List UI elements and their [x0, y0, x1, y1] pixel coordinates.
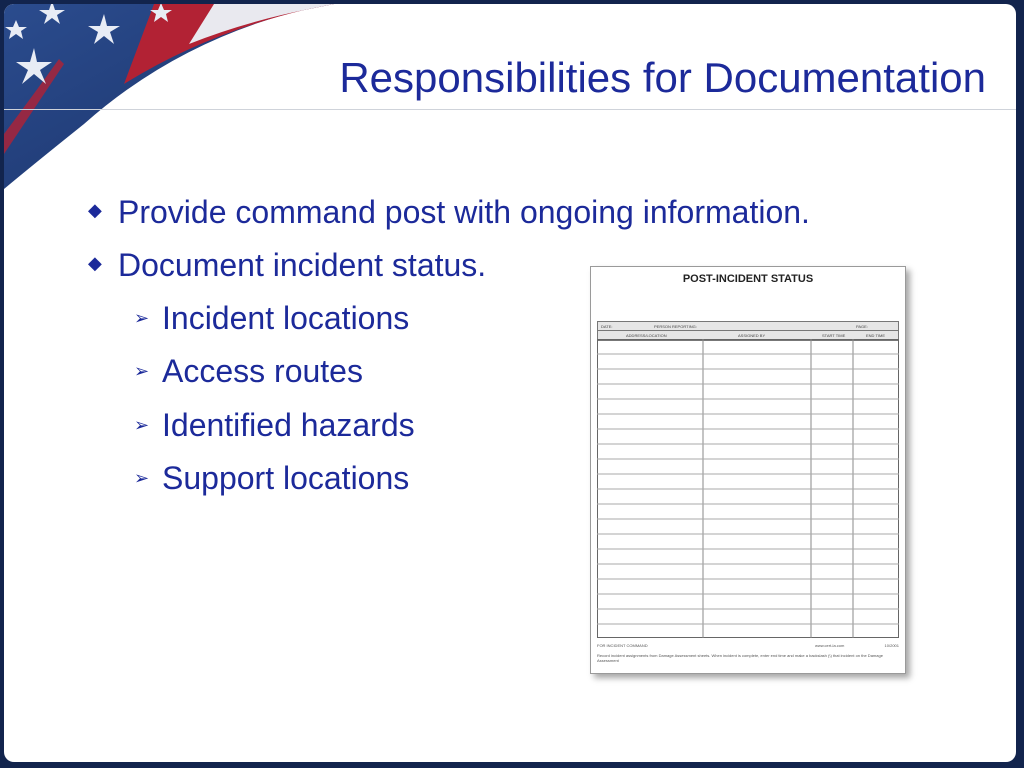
form-footer-note: Record incident assignments from Damage Assessment sheets. When incident is complete, enter end time and make a backslash (\) that incident on the Damage Assessment: [597, 653, 883, 663]
post-incident-status-form-image: [590, 266, 906, 674]
slide: [4, 4, 1016, 762]
bullet-text: Document incident status.: [118, 247, 487, 283]
form-field-label: PERSON REPORTING:: [654, 324, 697, 329]
arrow-bullet-icon: ➢: [134, 308, 150, 328]
diamond-bullet-icon: ◆: [88, 253, 102, 273]
form-column-header: ASSIGNED BY: [738, 333, 766, 338]
sub-bullet-text: Access routes: [162, 353, 363, 389]
form-footer-left: FOR INCIDENT COMMAND: [597, 643, 648, 648]
bullet-item: [88, 194, 810, 231]
form-column-header: ADDRESS/LOCATION: [626, 333, 667, 338]
sub-bullet-text: Identified hazards: [162, 407, 415, 443]
sub-bullet-item: [134, 407, 415, 444]
form-column-header: START TIME: [822, 333, 846, 338]
sub-bullet-item: [134, 460, 410, 497]
form-field-label: DATE:: [601, 324, 613, 329]
bullet-item: [88, 247, 487, 284]
arrow-bullet-icon: ➢: [134, 361, 150, 381]
form-title: POST-INCIDENT STATUS: [682, 273, 814, 285]
bullet-text: Provide command post with ongoing information.: [118, 194, 810, 230]
arrow-bullet-icon: ➢: [134, 415, 150, 435]
sub-bullet-text: Incident locations: [162, 300, 410, 336]
arrow-bullet-icon: ➢: [134, 468, 150, 488]
diamond-bullet-icon: ◆: [88, 200, 102, 220]
form-column-header: END TIME: [866, 333, 886, 338]
slide-title: Responsibilities for Documentation: [339, 54, 986, 101]
sub-bullet-text: Support locations: [162, 460, 410, 496]
american-flag-graphic: [4, 4, 334, 194]
form-footer-url: www.cert-la.com: [815, 643, 845, 648]
form-grid: [597, 339, 899, 639]
sub-bullet-item: [134, 353, 363, 390]
form-field-label: PAGE:: [856, 324, 868, 329]
sub-bullet-item: [134, 300, 410, 337]
title-divider: [4, 109, 1016, 110]
form-footer-date: 10/2001: [884, 643, 899, 648]
